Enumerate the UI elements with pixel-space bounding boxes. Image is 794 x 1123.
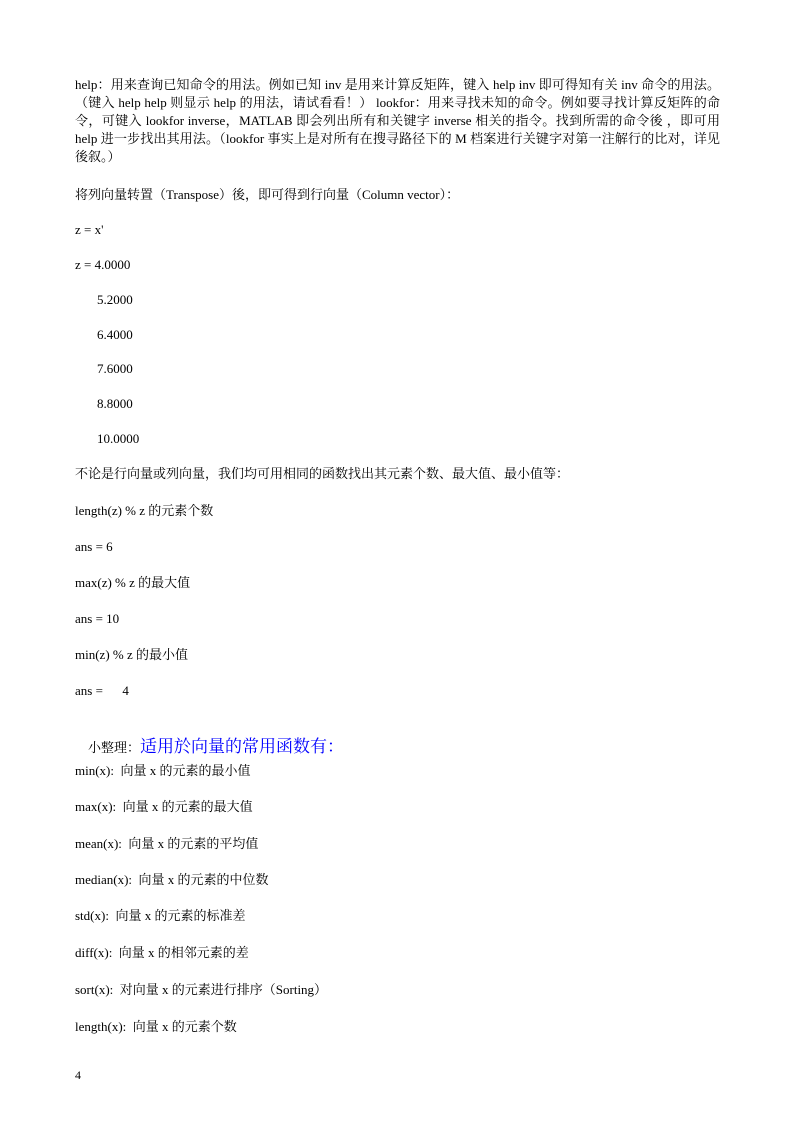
function-sort: sort(x): 对向量 x 的元素进行排序（Sorting） xyxy=(75,982,328,997)
summary-prefix: 小整理： xyxy=(88,740,141,755)
z-value-5: 8.8000 xyxy=(97,396,133,411)
z-value-3: 6.4000 xyxy=(97,327,133,342)
page-number: 4 xyxy=(75,1068,81,1082)
length-answer: ans = 6 xyxy=(75,539,113,554)
min-command: min(z) % z 的最小值 xyxy=(75,647,189,662)
code-transpose: z = x' xyxy=(75,222,104,237)
max-answer: ans = 10 xyxy=(75,611,120,626)
z-value-4: 7.6000 xyxy=(97,361,133,376)
summary-title: 适用於向量的常用函数有： xyxy=(140,737,345,756)
function-min: min(x): 向量 x 的元素的最小值 xyxy=(75,763,251,778)
length-command: length(z) % z 的元素个数 xyxy=(75,503,214,518)
function-mean: mean(x): 向量 x 的元素的平均值 xyxy=(75,836,259,851)
function-max: max(x): 向量 x 的元素的最大值 xyxy=(75,799,253,814)
function-length: length(x): 向量 x 的元素个数 xyxy=(75,1019,237,1034)
function-median: median(x): 向量 x 的元素的中位数 xyxy=(75,872,269,887)
z-value-6: 10.0000 xyxy=(97,431,140,446)
function-diff: diff(x): 向量 x 的相邻元素的差 xyxy=(75,945,249,960)
z-value-1: z = 4.0000 xyxy=(75,257,131,272)
note-functions: 不论是行向量或列向量，我们均可用相同的函数找出其元素个数、最大值、最小值等： xyxy=(75,466,570,481)
z-value-2: 5.2000 xyxy=(97,292,133,307)
function-std: std(x): 向量 x 的元素的标准差 xyxy=(75,908,246,923)
intro-paragraph: help：用来查询已知命令的用法。例如已知 inv 是用来计算反矩阵，键入 help inv 即可得知有关 inv 命令的用法。（键入 help help 则显示 help 的用法，请试看看！） lookfor：用来寻找未知的命令。例如要寻找计算反矩阵的命令，可键入 lookfor inverse，MATLAB 即会列出所有和关键字 inverse 相关的指令。找到所需的命令後 ，即可用 help 进一步找出其用法。（lookfor 事实上是对所有在搜寻路径下的 M 档案进行关键字对第一注解行的比对，详见後叙。） xyxy=(75,77,720,164)
min-answer: ans = 4 xyxy=(75,683,129,698)
transpose-intro: 将列向量转置（Transpose）後，即可得到行向量（Column vector）： xyxy=(75,187,460,202)
max-command: max(z) % z 的最大值 xyxy=(75,575,191,590)
